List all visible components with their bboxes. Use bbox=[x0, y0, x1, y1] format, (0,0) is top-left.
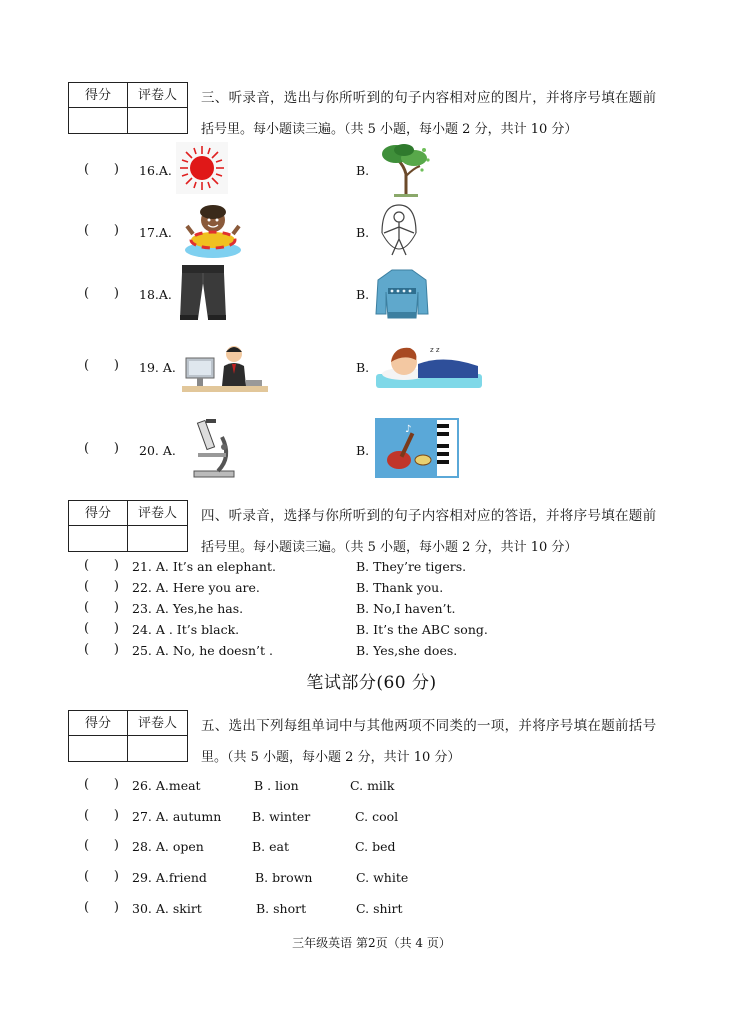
answer-paren-24[interactable]: ( ) bbox=[84, 621, 119, 636]
question-21-a: 21. A. It’s an elephant. bbox=[132, 559, 276, 574]
question-29-b: B. brown bbox=[255, 870, 313, 885]
answer-paren-21[interactable]: ( ) bbox=[84, 558, 119, 573]
answer-paren-17[interactable]: ( ) bbox=[84, 223, 119, 238]
question-30-a: 30. A. skirt bbox=[132, 901, 202, 916]
question-22-a: 22. A. Here you are. bbox=[132, 580, 260, 595]
answer-paren-23[interactable]: ( ) bbox=[84, 600, 119, 615]
windy-tree-picture bbox=[376, 140, 432, 198]
question-17-a-label: 17.A. bbox=[139, 225, 172, 240]
section3-title: 三、听录音，选出与你所听到的句子内容相对应的图片，并将序号填在题前 bbox=[201, 90, 657, 106]
question-16-b-label: B. bbox=[356, 163, 370, 178]
grader-label: 评卷人 bbox=[128, 501, 187, 526]
question-26-a: 26. A.meat bbox=[132, 778, 201, 793]
answer-paren-25[interactable]: ( ) bbox=[84, 642, 119, 657]
question-23-a: 23. A. Yes,he has. bbox=[132, 601, 244, 616]
music-instruments-picture bbox=[375, 418, 459, 478]
answer-paren-16[interactable]: ( ) bbox=[84, 162, 119, 177]
grader-label: 评卷人 bbox=[128, 711, 187, 736]
grader-label: 评卷人 bbox=[128, 83, 187, 108]
section4-title: 四、听录音，选择与你所听到的句子内容相对应的答语，并将序号填在题前 bbox=[201, 508, 657, 524]
sleeping-boy-picture bbox=[374, 340, 484, 392]
answer-paren-18[interactable]: ( ) bbox=[84, 286, 119, 301]
question-24-b: B. It’s the ABC song. bbox=[356, 622, 488, 637]
score-box-section5 bbox=[68, 710, 188, 762]
question-26-c: C. milk bbox=[350, 778, 395, 793]
answer-paren-29[interactable]: ( ) bbox=[84, 869, 119, 884]
page-footer: 三年级英语 第2页（共 4 页） bbox=[292, 936, 451, 950]
answer-paren-27[interactable]: ( ) bbox=[84, 808, 119, 823]
question-18-b-label: B. bbox=[356, 287, 370, 302]
question-16-a-label: 16.A. bbox=[139, 163, 172, 178]
question-29-c: C. white bbox=[356, 870, 409, 885]
question-26-b: B . lion bbox=[254, 778, 299, 793]
score-label: 得分 bbox=[69, 83, 128, 108]
grader-field[interactable] bbox=[128, 108, 187, 133]
question-17-b-label: B. bbox=[356, 225, 370, 240]
question-22-b: B. Thank you. bbox=[356, 580, 444, 595]
question-28-a: 28. A. open bbox=[132, 839, 204, 854]
question-25-b: B. Yes,she does. bbox=[356, 643, 458, 658]
score-field[interactable] bbox=[69, 736, 128, 761]
written-part-title: 笔试部分(60 分) bbox=[306, 673, 437, 693]
grader-field[interactable] bbox=[128, 526, 187, 551]
grader-field[interactable] bbox=[128, 736, 187, 761]
office-worker-picture bbox=[180, 340, 270, 396]
section4-subtitle: 括号里。每小题读三遍。（共 5 小题，每小题 2 分，共计 10 分） bbox=[201, 540, 578, 555]
question-27-b: B. winter bbox=[252, 809, 311, 824]
question-19-a-label: 19. A. bbox=[139, 360, 176, 375]
question-20-a-label: 20. A. bbox=[139, 443, 176, 458]
question-23-b: B. No,I haven’t. bbox=[356, 601, 456, 616]
pants-picture bbox=[176, 263, 230, 323]
score-label: 得分 bbox=[69, 711, 128, 736]
answer-paren-20[interactable]: ( ) bbox=[84, 441, 119, 456]
question-21-b: B. They’re tigers. bbox=[356, 559, 467, 574]
score-box-section4 bbox=[68, 500, 188, 552]
jump-rope-picture bbox=[376, 203, 422, 261]
answer-paren-28[interactable]: ( ) bbox=[84, 838, 119, 853]
score-field[interactable] bbox=[69, 526, 128, 551]
score-label: 得分 bbox=[69, 501, 128, 526]
score-field[interactable] bbox=[69, 108, 128, 133]
answer-paren-22[interactable]: ( ) bbox=[84, 579, 119, 594]
answer-paren-26[interactable]: ( ) bbox=[84, 777, 119, 792]
svg-text:z z: z z bbox=[430, 346, 440, 354]
question-18-a-label: 18.A. bbox=[139, 287, 172, 302]
question-28-c: C. bed bbox=[355, 839, 396, 854]
question-28-b: B. eat bbox=[252, 839, 290, 854]
question-24-a: 24. A . It’s black. bbox=[132, 622, 240, 637]
question-30-b: B. short bbox=[256, 901, 307, 916]
microscope-picture bbox=[188, 417, 240, 479]
question-29-a: 29. A.friend bbox=[132, 870, 207, 885]
question-20-b-label: B. bbox=[356, 443, 370, 458]
question-25-a: 25. A. No, he doesn’t . bbox=[132, 643, 273, 658]
section5-title: 五、选出下列每组单词中与其他两项不同类的一项，并将序号填在题前括号 bbox=[201, 718, 657, 734]
question-30-c: C. shirt bbox=[356, 901, 403, 916]
question-19-b-label: B. bbox=[356, 360, 370, 375]
svg-text:♪: ♪ bbox=[405, 424, 412, 435]
section3-subtitle: 括号里。每小题读三遍。（共 5 小题，每小题 2 分，共计 10 分） bbox=[201, 122, 578, 137]
question-27-c: C. cool bbox=[355, 809, 399, 824]
sweater-picture bbox=[374, 266, 430, 320]
answer-paren-19[interactable]: ( ) bbox=[84, 358, 119, 373]
question-27-a: 27. A. autumn bbox=[132, 809, 222, 824]
score-box-section3 bbox=[68, 82, 188, 134]
section5-subtitle: 里。（共 5 小题，每小题 2 分，共计 10 分） bbox=[201, 750, 461, 765]
swimming-girl-picture bbox=[183, 200, 243, 260]
sun-picture bbox=[176, 142, 228, 194]
answer-paren-30[interactable]: ( ) bbox=[84, 900, 119, 915]
